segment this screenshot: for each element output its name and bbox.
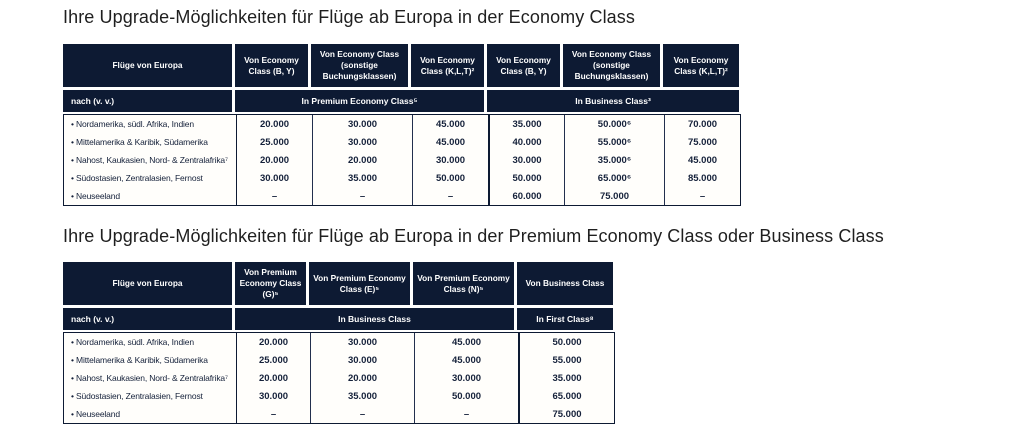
region-cell: • Südostasien, Zentralasien, Fernost (71, 173, 203, 183)
premium-business-upgrade-table (63, 262, 1024, 424)
header-cell: Flüge von Europa (63, 44, 235, 90)
value-cell: 55.000 (518, 351, 614, 369)
economy-table-title: Ihre Upgrade-Möglichkeiten für Flüge ab Europa in der Economy Class (63, 7, 635, 27)
group-header-cell: In Business Class (235, 308, 517, 330)
value-cell: 50.000 (412, 169, 488, 187)
region-cell: • Nahost, Kaukasien, Nord- & Zentralafrika⁷ (71, 155, 228, 165)
value-cell: 55.000⁶ (564, 133, 664, 151)
premium-business-table-title: Ihre Upgrade-Möglichkeiten für Flüge ab Europa in der Premium Economy Class oder Business Class (63, 226, 884, 246)
region-cell: • Nordamerika, südl. Afrika, Indien (71, 119, 194, 129)
value-cell: 30.000 (312, 133, 412, 151)
header-cell: Von Premium Economy Class (E)⁵ (309, 262, 413, 308)
region-cell: • Neuseeland (71, 191, 120, 201)
value-cell: 85.000 (664, 169, 740, 187)
region-cell: • Mittelamerika & Karibik, Südamerika (71, 355, 208, 365)
value-cell: 20.000 (236, 333, 310, 351)
region-cell: • Südostasien, Zentralasien, Fernost (71, 391, 203, 401)
subheader-cell: nach (v. v.) (63, 308, 235, 330)
header-cell: Von Economy Class (K,L,T)² (411, 44, 487, 90)
value-cell: 65.000⁶ (564, 169, 664, 187)
table-body (63, 114, 741, 206)
group-header-cell: In Premium Economy Class⁵ (235, 90, 487, 112)
value-cell: 60.000 (488, 187, 564, 205)
value-cell: – (414, 405, 518, 423)
value-cell: 20.000 (310, 369, 414, 387)
group-header-cell: In First Class⁸ (517, 308, 613, 330)
group-header-cell: In Business Class³ (487, 90, 739, 112)
value-cell: 35.000 (310, 387, 414, 405)
table-body (63, 332, 615, 424)
value-cell: 30.000 (488, 151, 564, 169)
value-cell: 45.000 (412, 133, 488, 151)
subheader-cell: nach (v. v.) (63, 90, 235, 112)
value-cell: 65.000 (518, 387, 614, 405)
value-cell: 20.000 (236, 151, 312, 169)
value-cell: 30.000 (412, 151, 488, 169)
value-cell: – (412, 187, 488, 205)
value-cell: – (312, 187, 412, 205)
value-cell: 30.000 (310, 351, 414, 369)
value-cell: 30.000 (310, 333, 414, 351)
header-cell: Von Business Class (517, 262, 613, 308)
value-cell: 35.000 (488, 115, 564, 133)
value-cell: 70.000 (664, 115, 740, 133)
value-cell: 50.000⁶ (564, 115, 664, 133)
region-cell: • Mittelamerika & Karibik, Südamerika (71, 137, 208, 147)
value-cell: 25.000 (236, 133, 312, 151)
value-cell: 30.000 (414, 369, 518, 387)
value-cell: 75.000 (664, 133, 740, 151)
value-cell: 50.000 (488, 169, 564, 187)
region-cell: • Nordamerika, südl. Afrika, Indien (71, 337, 194, 347)
header-cell: Von Economy Class (B, Y) (487, 44, 563, 90)
value-cell: 45.000 (414, 351, 518, 369)
value-cell: 35.000 (312, 169, 412, 187)
value-cell: – (236, 187, 312, 205)
value-cell: 30.000 (236, 387, 310, 405)
region-cell: • Nahost, Kaukasien, Nord- & Zentralafrika⁷ (71, 373, 228, 383)
table-header (63, 44, 739, 112)
value-cell: 20.000 (312, 151, 412, 169)
value-cell: 50.000 (518, 333, 614, 351)
value-cell: 40.000 (488, 133, 564, 151)
header-cell: Von Economy Class (sonstige Buchungsklassen) (563, 44, 663, 90)
value-cell: – (664, 187, 740, 205)
value-cell: 35.000⁶ (564, 151, 664, 169)
economy-upgrade-table (63, 44, 1024, 206)
value-cell: 45.000 (414, 333, 518, 351)
header-cell: Von Premium Economy Class (G)⁵ (235, 262, 309, 308)
value-cell: – (310, 405, 414, 423)
value-cell: 50.000 (414, 387, 518, 405)
value-cell: 35.000 (518, 369, 614, 387)
header-cell: Von Economy Class (K,L,T)² (663, 44, 739, 90)
header-cell: Von Premium Economy Class (N)⁵ (413, 262, 517, 308)
value-cell: – (236, 405, 310, 423)
table-header (63, 262, 613, 330)
value-cell: 20.000 (236, 115, 312, 133)
value-cell: 45.000 (664, 151, 740, 169)
header-cell: Flüge von Europa (63, 262, 235, 308)
header-cell: Von Economy Class (B, Y) (235, 44, 311, 90)
value-cell: 75.000 (564, 187, 664, 205)
value-cell: 30.000 (236, 169, 312, 187)
region-cell: • Neuseeland (71, 409, 120, 419)
value-cell: 45.000 (412, 115, 488, 133)
value-cell: 25.000 (236, 351, 310, 369)
header-cell: Von Economy Class (sonstige Buchungsklassen) (311, 44, 411, 90)
value-cell: 20.000 (236, 369, 310, 387)
value-cell: 75.000 (518, 405, 614, 423)
value-cell: 30.000 (312, 115, 412, 133)
